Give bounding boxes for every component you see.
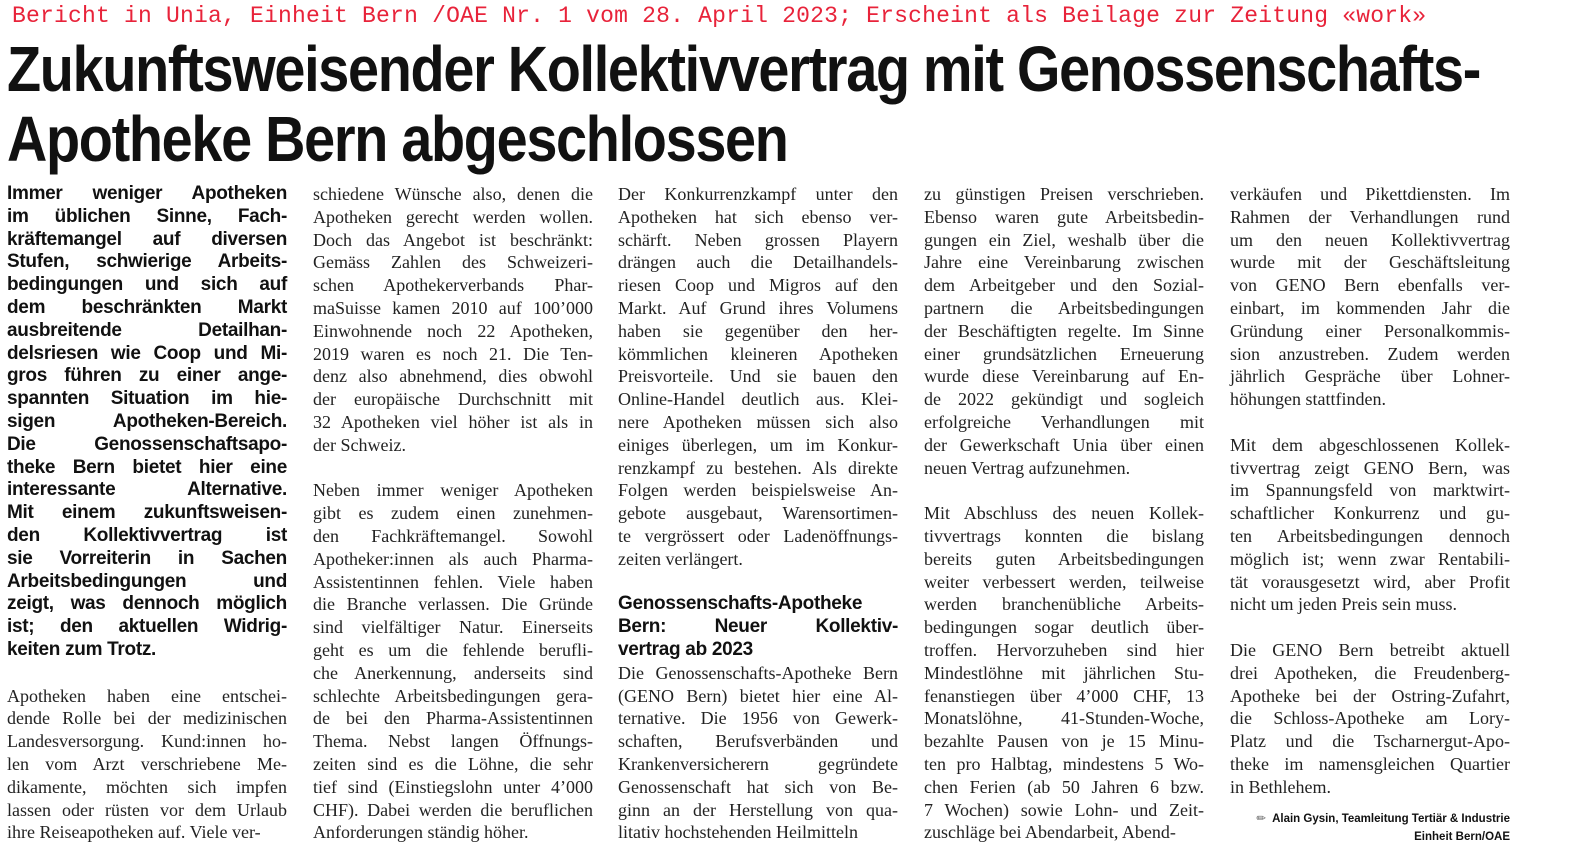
text-line: Genossenschafts-Apotheke [618, 593, 863, 615]
text-line: spannten Situation im hie- [7, 388, 287, 410]
text-line: zeigt, was dennoch möglich [7, 593, 287, 615]
text-line: interessante Alternative. [7, 479, 287, 501]
text-line: CHF). Dabei werden die beruflichen [313, 799, 593, 820]
text-line: Mit einem zukunftsweisen- [7, 502, 287, 524]
text-line: den Kollektivvertrag ist [7, 524, 287, 546]
text-line: gebote ausgebaut, Warensortimen- [618, 503, 898, 524]
text-line: Rahmen der Verhandlungen rund [1230, 206, 1510, 227]
text-line: erfolgreiche Verhandlungen mit [924, 411, 1204, 432]
text-line: einbart, im kommenden Jahr die [1230, 297, 1510, 318]
text-line: ten pro Halbtag, mindestens 5 Wo- [924, 753, 1204, 774]
text-line: tief sind (Einstiegslohn unter 4’000 [313, 776, 593, 797]
text-line: gros führen zu einer ange- [7, 365, 287, 387]
text-line: theke im namensgleichen Quartier [1230, 753, 1510, 774]
text-line: 2019 waren es noch 21. Die Ten- [313, 343, 593, 364]
text-line: theke Bern bietet hier eine [7, 456, 287, 478]
text-line: partnern die Arbeitsbedingungen [924, 297, 1204, 318]
text-line: Folgen werden beispielsweise An- [618, 480, 898, 501]
text-line: sie Vorreiterin in Sachen [7, 547, 287, 569]
text-line: schlechte Arbeitsbedingungen gera- [313, 685, 593, 706]
text-line: dende Rolle bei der medizinischen [7, 708, 287, 729]
text-line: Die GENO Bern betreibt aktuell [1230, 639, 1510, 660]
text-line: de 2022 gekündigt und sogleich [924, 389, 1204, 410]
paragraph [1230, 639, 1510, 799]
text-line: sion anzustreben. Zudem werden [1230, 343, 1510, 364]
text-line: Apotheken haben eine entschei- [7, 685, 287, 706]
text-line: haben sie gegenüber den her- [618, 320, 898, 341]
text-line: schaftlicher Konkurrenz und gu- [1230, 503, 1510, 524]
text-line: Apotheken gerecht werden wollen. [313, 206, 593, 227]
pencil-icon: ✏ [1256, 813, 1267, 825]
text-line: gungen ein Ziel, weshalb über die [924, 229, 1204, 250]
text-line: renzkampf zu bestehen. Als direkte [618, 457, 898, 478]
text-line: Arbeitsbedingungen und [7, 570, 287, 592]
text-line: chen Ferien (ab 50 Jahren 6 bzw. [924, 776, 1204, 797]
text-line: Assistentinnen fehlen. Viele haben [313, 571, 593, 592]
text-line: 7 Wochen) sowie Lohn- und Zeit- [924, 799, 1204, 820]
text-line: die Branche verlassen. Die Gründe [313, 594, 593, 615]
text-line: zeiten sind es die Löhne, die sehr [313, 753, 593, 774]
text-line: ten Arbeitsbedingungen dennoch [1230, 525, 1510, 546]
text-line: im üblichen Sinne, Fach- [7, 205, 287, 227]
text-line: der Gewerkschaft Unia über einen [924, 434, 1204, 455]
text-line: zu günstigen Preisen verschrieben. [924, 184, 1204, 204]
text-line: Mit Abschluss des neuen Kollek- [924, 503, 1204, 524]
text-line: Gemäss Zahlen des Schweizeri- [313, 252, 593, 273]
text-line: Einwohnende noch 22 Apotheken, [313, 320, 593, 341]
publication-kicker: Bericht in Unia, Einheit Bern /OAE Nr. 1 vom 28. April 2023; Erscheint als Beilage zur Zeitung «work» [12, 3, 1427, 29]
text-line: höhungen stattfinden. [1230, 389, 1386, 410]
text-line: zeiten verlängert. [618, 548, 743, 569]
text-line: sigen Apotheken-Bereich. [7, 410, 287, 432]
text-line: Die Genossenschafts-Apotheke Bern [618, 662, 898, 683]
text-line: 32 Apotheken viel höher ist als in [313, 411, 593, 432]
text-line: Immer weniger Apotheken [7, 183, 287, 204]
text-line: Mindestlöhne mit jährlichen Stu- [924, 662, 1204, 683]
text-line: Anforderungen ständig höher. [313, 822, 529, 843]
text-line: einiges überlegen, um im Konkur- [618, 434, 898, 455]
text-line: litativ hochstehenden Heilmitteln [618, 822, 858, 843]
text-line: nere Apotheken müssen sich also [618, 411, 898, 432]
paragraph [924, 502, 1204, 844]
text-line: weiter verbessert werden, teilweise [924, 571, 1204, 592]
text-line: delsriesen wie Coop und Mi- [7, 342, 287, 364]
text-line: Genossenschaft hat sich von Be- [618, 776, 898, 797]
text-line: riesen Coop und Migros auf den [618, 275, 898, 296]
text-line: Landesversorgung. Kund:innen ho- [7, 731, 287, 752]
text-line: bedingungen sogar deutlich über- [924, 617, 1204, 638]
paragraph [7, 685, 287, 845]
paragraph [1230, 183, 1510, 411]
paragraph [313, 183, 593, 457]
title-line: Zukunftsweisender Kollektivvertrag mit Genossenschafts- [7, 33, 1480, 105]
text-line: ist; den aktuellen Widrig- [7, 616, 287, 638]
text-line: kömmlichen kleineren Apotheken [618, 343, 898, 364]
text-line: te vergrössert oder Ladenöffnungs- [618, 525, 898, 546]
author-unit: Einheit Bern/OAE [1414, 831, 1510, 843]
text-line: Thema. Nebst langen Öffnungs- [313, 731, 593, 752]
paragraph [313, 479, 593, 844]
text-line: Neben immer weniger Apotheken [313, 480, 593, 501]
text-line: drängen auch die Detailhandels- [618, 252, 898, 273]
article-title [7, 34, 1572, 174]
text-line: (GENO Bern) bietet hier eine Al- [618, 685, 898, 706]
article-lead [7, 183, 287, 662]
paragraph [618, 662, 898, 844]
text-line: die Schloss-Apotheke am Lory- [1230, 708, 1510, 729]
text-line: Krankenversicherern gegründete [618, 753, 898, 774]
text-line: dem Arbeitgeber und den Sozial- [924, 275, 1204, 296]
text-line: Doch das Angebot ist beschränkt: [313, 229, 593, 250]
text-line: tivvertrag zeigt GENO Bern, was [1230, 457, 1510, 478]
paragraph [1230, 434, 1510, 616]
text-line: Markt. Auf Grund ihres Volumens [618, 297, 898, 318]
text-line: Gründung einer Personalkommis- [1230, 320, 1510, 341]
text-line: werden branchenübliche Arbeits- [924, 594, 1204, 615]
text-line: tät vorausgesetzt wird, aber Profit [1230, 571, 1510, 592]
text-line: in Bethlehem. [1230, 776, 1331, 797]
text-line: Preisvorteile. Und sie bauen den [618, 366, 898, 387]
text-line: len vom Arzt verschriebene Me- [7, 753, 287, 774]
text-line: Online-Handel deutlich aus. Klei- [618, 389, 898, 410]
author-signature [1230, 810, 1510, 846]
text-line: Ebenso waren gute Arbeitsbedin- [924, 206, 1204, 227]
text-line: ausbreitende Detailhan- [7, 319, 287, 341]
text-line: Apotheker:innen als auch Pharma- [313, 548, 593, 569]
text-line: Die Genossenschaftsapo- [7, 433, 287, 455]
text-line: bereits guten Arbeitsbedingungen [924, 548, 1204, 569]
text-line: neuen Vertrag aufzunehmen. [924, 457, 1131, 478]
text-line: tivvertrags konnten die bislang [924, 525, 1204, 546]
text-line: gibt es zudem einen zunehmen- [313, 503, 593, 524]
text-line: drei Apotheken, die Freudenberg- [1230, 662, 1510, 683]
article-column-1 [7, 183, 287, 867]
article-column-2 [313, 183, 593, 867]
text-line: schärft. Neben grossen Playern [618, 229, 898, 250]
text-line: sind vielfältiger Natur. Einerseits [313, 617, 593, 638]
text-line: der Beschäftigten regelte. Im Sinne [924, 320, 1204, 341]
text-line: maSuisse kamen 2010 auf 100’000 [313, 297, 593, 318]
text-line: keiten zum Trotz. [7, 638, 157, 660]
text-line: Apotheken hat sich ebenso ver- [618, 206, 898, 227]
text-line: der europäische Durchschnitt mit [313, 389, 593, 410]
text-line: lassen oder rüsten vor dem Urlaub [7, 799, 287, 820]
text-line: Platz und die Tscharnergut-Apo- [1230, 731, 1510, 752]
text-line: vertrag ab 2023 [618, 638, 753, 660]
text-line: verkäufen und Pikettdiensten. Im [1230, 184, 1510, 204]
text-line: möglich ist; wenn zwar Rentabili- [1230, 548, 1510, 569]
text-line: nicht um jeden Preis sein muss. [1230, 594, 1457, 615]
text-line: denz also abnehmend, dies obwohl [313, 366, 593, 387]
paragraph [924, 183, 1204, 479]
text-line: um den neuen Kollektivvertrag [1230, 229, 1510, 250]
text-line: geht es um die fehlende berufli- [313, 639, 593, 660]
article-column-5 [1230, 183, 1510, 821]
text-line: kräftemangel auf diversen [7, 228, 287, 250]
author-name: Alain Gysin, Teamleitung Tertiär & Industrie [1272, 813, 1510, 825]
text-line: troffen. Hervorzuheben sind hier [924, 639, 1204, 660]
text-line: der Schweiz. [313, 434, 406, 455]
paragraph [618, 183, 898, 571]
text-line: bedingungen und sich auf [7, 274, 287, 296]
text-line: ginn an der Herstellung von qua- [618, 799, 898, 820]
text-line: Bern: Neuer Kollektiv- [618, 616, 898, 638]
text-line: schiedene Wünsche also, denen die [313, 184, 593, 204]
text-line: im Spannungsfeld von marktwirt- [1230, 480, 1510, 501]
text-line: Apotheke bei der Ostring-Zufahrt, [1230, 685, 1510, 706]
text-line: ihre Reiseapotheken auf. Viele ver- [7, 822, 261, 843]
text-line: Jahre eine Vereinbarung zwischen [924, 252, 1204, 273]
text-line: che Anerkennung, anderseits sind [313, 662, 593, 683]
text-line: Mit dem abgeschlossenen Kollek- [1230, 434, 1510, 455]
text-line: den Fachkräftemangel. Sowohl [313, 525, 593, 546]
text-line: von GENO Bern ebenfalls ver- [1230, 275, 1510, 296]
text-line: de bei den Pharma-Assistentinnen [313, 708, 593, 729]
article-column-4 [924, 183, 1204, 867]
text-line: Stufen, schwierige Arbeits- [7, 251, 287, 273]
text-line: fenanstiegen über 4’000 CHF, 13 [924, 685, 1204, 706]
text-line: Monatslöhne, 41-Stunden-Woche, [924, 708, 1204, 729]
section-heading [618, 593, 898, 661]
text-line: zuschläge bei Abendarbeit, Abend- [924, 822, 1176, 843]
text-line: dem beschränkten Markt [7, 296, 287, 318]
text-line: schaften, Berufsverbänden und [618, 731, 898, 752]
text-line: schen Apothekerverbands Phar- [313, 275, 593, 296]
text-line: wurde diese Vereinbarung auf En- [924, 366, 1204, 387]
title-line: Apotheke Bern abgeschlossen [7, 103, 788, 175]
text-line: bezahlte Pausen von je 15 Minu- [924, 731, 1204, 752]
text-line: wurde mit der Geschäftsleitung [1230, 252, 1510, 273]
text-line: dikamente, möchten sich impfen [7, 776, 287, 797]
text-line: jährlich Gespräche über Lohner- [1230, 366, 1510, 387]
text-line: ternative. Die 1956 von Gewerk- [618, 708, 898, 729]
article-column-3 [618, 183, 898, 867]
text-line: Der Konkurrenzkampf unter den [618, 184, 898, 204]
text-line: einer grundsätzlichen Erneuerung [924, 343, 1204, 364]
